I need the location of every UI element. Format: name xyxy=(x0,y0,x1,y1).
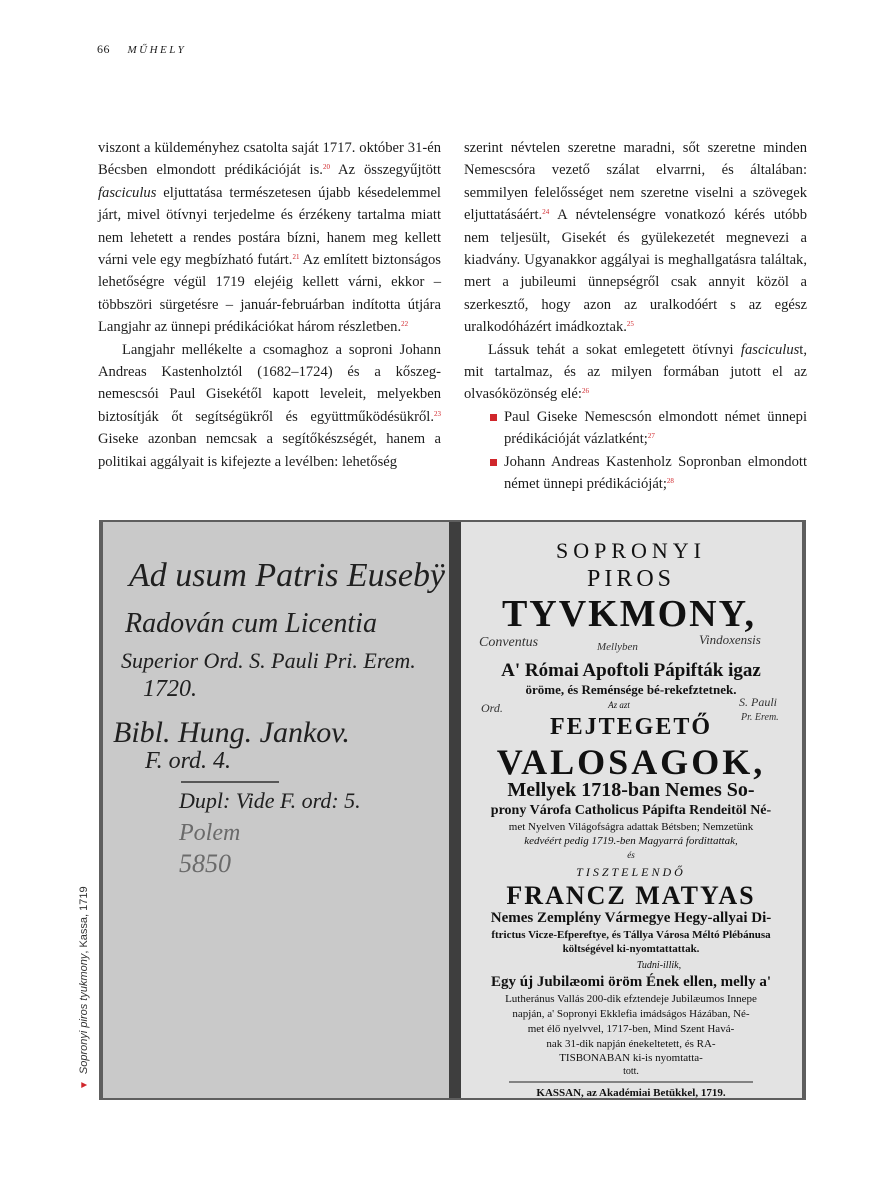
print-line: tott. xyxy=(623,1066,639,1077)
footnote-ref[interactable]: 22 xyxy=(401,320,409,329)
book-scan-svg xyxy=(99,520,806,1100)
print-line: ftrictus Vicze-Efpereftye, és Tállya Városa Méltó Plébánusa xyxy=(491,929,771,941)
footnote-ref[interactable]: 28 xyxy=(666,477,674,486)
footnote-ref[interactable]: 20 xyxy=(322,163,330,172)
bullet-list xyxy=(464,406,807,496)
page-number: 66 xyxy=(97,42,110,56)
list-item xyxy=(464,451,807,496)
paragraph xyxy=(464,339,807,406)
print-line: napján, a' Sopronyi Ekklefia imádságos Házában, Né- xyxy=(512,1008,750,1020)
marginal-note: Ord. xyxy=(481,701,503,715)
print-line: PIROS xyxy=(586,566,676,592)
print-line: TISBONABAN ki-is nyomtatta- xyxy=(559,1052,703,1064)
footnote-ref[interactable]: 27 xyxy=(647,432,655,441)
book-scan-image xyxy=(99,520,806,1100)
right-column xyxy=(464,137,807,496)
print-line: öröme, és Reménsége bé-rekefztetnek. xyxy=(525,682,737,697)
print-line: FRANCZ MATYAS xyxy=(506,881,756,910)
marginal-note: Vindoxensis xyxy=(699,632,761,647)
print-line: VALOSAGOK, xyxy=(496,742,766,782)
print-line: Tudni-illik, xyxy=(636,960,682,971)
caption-title: Sopronyi piros tyukmony xyxy=(78,953,90,1075)
handwriting-line: Radován cum Licentia xyxy=(125,608,377,639)
print-line: TYVKMONY, xyxy=(501,593,757,635)
footnote-ref[interactable]: 25 xyxy=(626,320,634,329)
running-header xyxy=(97,42,186,57)
footnote-ref[interactable]: 26 xyxy=(581,387,589,396)
figure-caption xyxy=(78,886,90,1090)
print-line: met Nyelven Világofságra adattak Bétsben; Nemzetünk xyxy=(508,821,754,833)
print-line: A' Római Apoftoli Pápifták igaz xyxy=(501,660,761,681)
text: viszont a küldeményhez csatolta saját 1717. október 31-én Bécsben elmondott prédikációját is. xyxy=(98,140,441,179)
print-line: Egy új Jubilæomi öröm Ének ellen, melly a' xyxy=(490,974,772,990)
print-line: KASSAN, az Akadémiai Betükkel, 1719. xyxy=(536,1087,726,1099)
left-column xyxy=(98,137,441,473)
text: Johann Andreas Kastenholz Sopronban elmondott német ünnepi prédikációját; xyxy=(504,453,807,493)
print-line: Lutheránus Vallás 200-dik efztendeje Jubilæumos Innepe xyxy=(505,993,757,1005)
text: eljuttatása természetesen újabb késedelemmel járt, mivel ötívnyi terjedelme és érzékeny tartalma miatt nem lehetett a rendes postára bízni, hanem meg kellett várni vele egy megbízható futárt. xyxy=(98,184,441,269)
footnote-ref[interactable]: 21 xyxy=(292,253,300,262)
bullet-square-icon xyxy=(490,459,497,466)
text: Paul Giseke Nemescsón elmondott német ünnepi prédikációját vázlatként; xyxy=(504,408,807,448)
marginal-note: Conventus xyxy=(479,635,539,650)
paragraph xyxy=(464,137,807,339)
handwriting-line: F. ord. 4. xyxy=(145,748,232,774)
handwriting-line: Dupl: Vide F. ord: 5. xyxy=(179,788,361,813)
bullet-square-icon xyxy=(490,414,497,421)
marginal-note: Pr. Erem. xyxy=(741,712,779,723)
paragraph xyxy=(98,339,441,473)
text: Lássuk tehát a sokat emlegetett ötívnyi xyxy=(488,341,741,358)
text: A névtelenségre vonatkozó kérés utóbb nem teljesült, Gisekét és gyülekezetét megnevezi a kiadvány. Ugyanakkor aggályai is meghallgatásra találtak, mert a jubileumi ünnepségről csak annyit közöl a szerkesztő, hogy azon az uralkodóért s az egész uralkodóházért imádkoztak. xyxy=(464,207,807,336)
handwriting-line: Ad usum Patris Eusebÿ xyxy=(127,557,446,594)
text: Langjahr mellékelte a csomaghoz a soproni Johann Andreas Kastenholztól (1682–1724) és a kőszeg-nemescsói Paul Gisekétől kapott leveleit, melyekben biztosítják őt segítségükről és együttműködésükről. xyxy=(98,341,441,425)
footnote-ref[interactable]: 23 xyxy=(434,409,441,418)
marginal-note: Mellyben xyxy=(597,641,638,653)
handwriting-line: 1720. xyxy=(143,676,197,702)
section-title: MŰHELY xyxy=(127,44,187,56)
print-line: prony Várofa Catholicus Pápifta Rendeitöl Né- xyxy=(490,803,772,818)
print-line: TISZTELENDŐ xyxy=(576,865,686,879)
print-line: SOPRONYI xyxy=(555,538,707,563)
handwriting-line: Bibl. Hung. Jankov. xyxy=(113,716,350,749)
print-line: nak 31-dik napján énekeltetett, és RA- xyxy=(546,1038,716,1050)
paragraph xyxy=(98,137,441,339)
italic-term: fasciculus xyxy=(740,341,800,358)
text: Az említett biztonságos lehetőségre végül 1719 elejéig kellett várni, ekkor – többszöri sürgetésre – január-februárban indította útjára Langjahr az ünnepi prédikációkat három részletben. xyxy=(98,252,441,336)
handwriting-line: Superior Ord. S. Pauli Pri. Erem. xyxy=(121,648,416,673)
print-line: és xyxy=(627,850,635,860)
marginal-note: S. Pauli xyxy=(739,695,777,709)
print-line: met élő nyelvvel, 1717-ben, Mind Szent Havá- xyxy=(527,1023,735,1035)
caption-rest: , Kassa, 1719 xyxy=(78,886,90,954)
handwriting-line: Polem xyxy=(179,820,241,846)
footnote-ref[interactable]: 24 xyxy=(542,208,550,217)
print-line: Mellyek 1718-ban Nemes So- xyxy=(507,779,755,801)
print-line: költségével ki-nyomtattattak. xyxy=(562,943,700,955)
text: Az összegyűjtött xyxy=(329,162,441,179)
triangle-marker-icon: ▼ xyxy=(79,1080,90,1090)
book-gutter xyxy=(449,522,463,1098)
print-line: kedvéért pedig 1719.-ben Magyarrá fordittattak, xyxy=(524,835,738,847)
text: szerint névtelen szeretne maradni, sőt szeretne minden Nemescsóra vezető szálat elvarrni, és általában: semmilyen felelősséget nem szeretne viselni a szövegek eljuttatásáért. xyxy=(464,140,807,224)
list-item xyxy=(464,406,807,451)
print-line: FEJTEGETŐ xyxy=(549,714,713,740)
text: Giseke azonban nemcsak a segítőkészségét, hanem a politikai aggályait is kifejezte a levélben: lehetőség xyxy=(98,431,441,470)
text: t, mit tartalmaz, és az milyen formában jutott el az olvasóközönség elé: xyxy=(464,341,807,403)
handwriting-line: 5850 xyxy=(179,849,231,878)
print-line: Nemes Zemplény Vármegye Hegy-allyai Di- xyxy=(490,910,772,926)
print-line: Az azt xyxy=(608,700,630,710)
italic-term: fasciculus xyxy=(98,184,157,201)
